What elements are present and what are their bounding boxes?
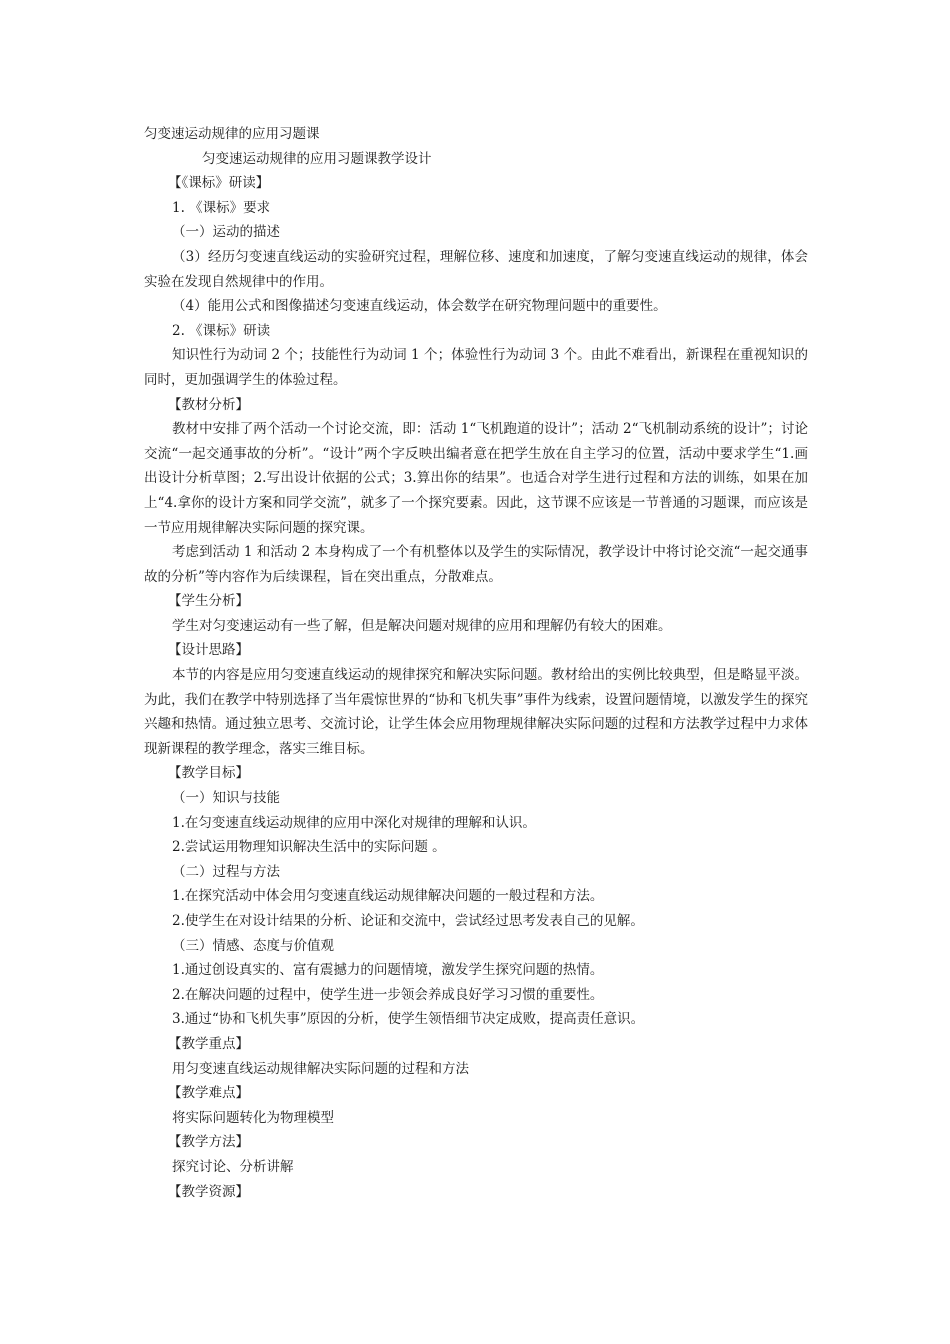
document-page xyxy=(144,122,808,1204)
goal-knowledge-1: 1.在匀变速直线运动规律的应用中深化对规律的理解和认识。 xyxy=(172,814,536,831)
subsection-motion-description: （一）运动的描述 xyxy=(172,224,280,241)
section-heading-key-point: 【教学重点】 xyxy=(168,1035,249,1052)
paragraph-design-idea: 本节的内容是应用匀变速直线运动的规律探究和解决实际问题。教材给出的实例比较典型，但是略显平淡。为此，我们在教学中特别选择了当年震惊世界的“协和飞机失事”事件为线索，设置问题情境，以激发学生的探究兴趣和热情。通过独立思考、交流讨论，让学生体会应用物理规律解决实际问题的过程和方法教学过程中力求体现新课程的教学理念，落实三维目标。 xyxy=(144,667,808,757)
paragraph-requirement-3: （3）经历匀变速直线运动的实验研究过程，理解位移、速度和加速度，了解匀变速直线运动的规律，体会实验在发现自然规律中的作用。 xyxy=(144,248,808,290)
goal-emotion-3: 3.通过“协和飞机失事”原因的分析，使学生领悟细节决定成败，提高责任意识。 xyxy=(172,1011,645,1028)
paragraph-student-analysis: 学生对匀变速运动有一些了解，但是解决问题对规律的应用和理解仍有较大的困难。 xyxy=(172,617,672,634)
goal-process-1: 1.在探究活动中体会用匀变速直线运动规律解决问题的一般过程和方法。 xyxy=(172,888,604,905)
paragraph-key-point: 用匀变速直线运动规律解决实际问题的过程和方法 xyxy=(172,1060,469,1077)
section-heading-student-analysis: 【学生分析】 xyxy=(168,593,249,610)
paragraph-difficulty: 将实际问题转化为物理模型 xyxy=(172,1109,334,1126)
paragraph-requirement-4: （4）能用公式和图像描述匀变速直线运动，体会数学在研究物理问题中的重要性。 xyxy=(172,298,667,315)
paragraph-teaching-method: 探究讨论、分析讲解 xyxy=(172,1158,294,1175)
subsection-knowledge-skills: （一）知识与技能 xyxy=(172,790,280,807)
goal-knowledge-2: 2.尝试运用物理知识解决生活中的实际问题 。 xyxy=(172,839,446,856)
goal-process-2: 2.使学生在对设计结果的分析、论证和交流中，尝试经过思考发表自己的见解。 xyxy=(172,913,644,929)
goal-emotion-2: 2.在解决问题的过程中，使学生进一步领会养成良好学习习惯的重要性。 xyxy=(172,986,604,1003)
goal-emotion-1: 1.通过创设真实的、富有震撼力的问题情境，激发学生探究问题的热情。 xyxy=(172,962,604,979)
paragraph-verbs: 知识性行为动词 2 个；技能性行为动词 1 个；体验性行为动词 3 个。由此不难看出，新课程在重视知识的同时，更加强调学生的体验过程。 xyxy=(144,347,808,388)
subsection-process-methods: （二）过程与方法 xyxy=(172,863,280,880)
paragraph-textbook-activities: 教材中安排了两个活动一个讨论交流，即：活动 1“飞机跑道的设计”；活动 2“飞机制动系统的设计”；讨论交流“一起交通事故的分析”。“设计”两个字反映出编者意在把学生放在自主学习的位置，活动中要求学生“1.画出设计分析草图；2.写出设计依据的公式；3.算出你的结果”。也适合对学生进行过程和方法的训练，如果在加上“4.拿你的设计方案和同学交流”，就多了一个探究要素。因此，这节课不应该是一节普通的习题课，而应该是一节应用规律解决实际问题的探究课。 xyxy=(144,421,808,536)
section-heading-teaching-goals: 【教学目标】 xyxy=(168,765,249,782)
numbered-item-curriculum-study: 2. 《课标》研读 xyxy=(172,322,271,339)
section-heading-textbook-analysis: 【教材分析】 xyxy=(168,396,249,413)
section-heading-teaching-method: 【教学方法】 xyxy=(168,1134,249,1151)
subsection-emotion-values: （三）情感、态度与价值观 xyxy=(172,937,334,954)
section-heading-design-idea: 【设计思路】 xyxy=(168,642,249,659)
paragraph-activities-organization: 考虑到活动 1 和活动 2 本身构成了一个有机整体以及学生的实际情况，教学设计中将讨论交流“一起交通事故的分析”等内容作为后续课程，旨在突出重点，分散难点。 xyxy=(144,544,808,585)
section-heading-curriculum-study: 【《课标》研读】 xyxy=(168,175,270,192)
section-heading-teaching-resources: 【教学资源】 xyxy=(168,1183,249,1200)
numbered-item-curriculum-requirements: 1. 《课标》要求 xyxy=(172,199,271,216)
section-heading-difficulty: 【教学难点】 xyxy=(168,1085,249,1102)
document-subtitle: 匀变速运动规律的应用习题课教学设计 xyxy=(202,150,432,167)
document-heading: 匀变速运动规律的应用习题课 xyxy=(144,126,320,142)
